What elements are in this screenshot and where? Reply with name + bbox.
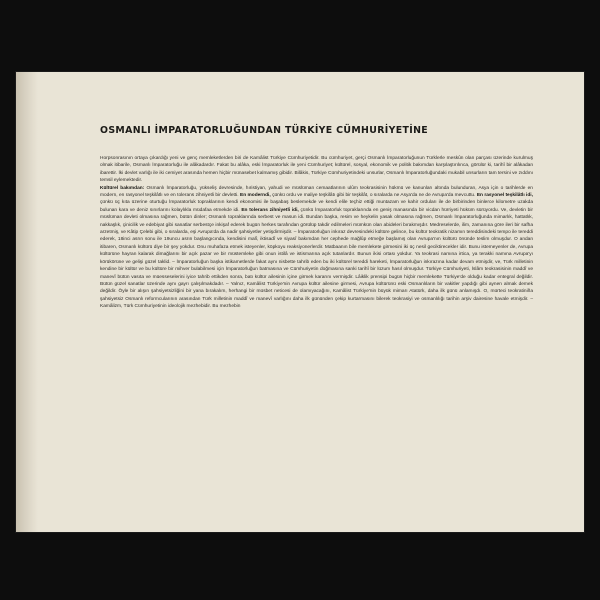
paragraph-text: çünkü İmparatorluk topraklarında en geniş manasında bir vicdan hürriyeti hüküm sürüyordu. Ve, devletin bir müslüman devleti olmasına rağmen, bütün dinler; Osmanlı topraklarında serbest ve masun idi. Bundan başka, resim ve heykelin yasak olmasına rağmen, Osmanlı İmparatorluğunda mimarlık, hattatlık, nakkaşlık, çinicilik ve edebiyat gibi sanatlar serbestçe inkişaf ederek bugün herkes tarafından görülüp takdir edilmeleri mümkün olan abideleri bırakmışdır. Medreselerde, ilim, zamanına göre ileri bir safha arzetmiş, ve Kâtip Çelebi gibi, o sıralarda, eşi Avrupa'da da nadir şahsiyetler yetişdirmişdir. – İmparatorluğun inkıraz devresindeki kültüre gelince, bu kültür teokratik nizamın tereddisindeki tempo ile tereddi ederek, 18inci asrın sonu ile 19uncu asrın başlangıcında, kendisini malî, iktisadî ve siyasî bakımdan her cephede mağlûp etmeğe başlamış olan Avrupa'nın kültürü önünde teslim olmuşdur. O andan itibaren, Osmanlı kültürü diye bir şey yokdur. Onu muhafaza etmek isteyenler, köpkoyu reaksiyonerlerdir. Matbaanın bile memlekete girmesini iki üç nesil geciktirecekler idir. Bunu istemeyenler de, Avrupa kültürüne hayran kalarak dimağlarını bir açık pazar ve bir müstemleke gibi onun istilâ ve istismarına açık tutanlardır. Bunun ikisi ortası yokdur. Ya teokrasi namına irtica, ya terakki namına Avrupa'yı körükörüne ve gelişi güzel taklid. – İmparatorluğun başka istikametlerde fakat aynı nisbette tahrib eden bu iki kültürel tereddi hareketi, İmparatorluğun inkırazına kadar devam etmişdir, ve, Türk milletinin kendine bir kültür ve bu kültüre bir mihver bulabilmesi için İmparatorluğun batmasına ve Cümhuriyetin doğmasına sanki tarihî bir lüzum hasıl olmuşdur. Türkiye Cümhuriyeti, İslâm teokrasisinin maddî ve manevî bütün vasıta ve müesseselerini iyice tahrib ettikden sonra, batı kültür ailesinin içine girmek kararını vermişdir. Lâiklik prensipi bugün hiçbir memlekette Türkiye'de olduğu kadar entegral değildir. Bütün güzel sanatlar üzerinde aynı gayrı çalışılmakdadır. – Yalnız, Kamâlist Türkiye'nin Avrupa kültür ailesine girmesi, Avrupa kültürünü eski Osmanlıların bir vakitler yapdığı gibi aynen almak demek değildir. Öyle bir alışın şahsiyetsizliğini bir yana bırakalım, herhangi bir müsbet neticesi de olamıyacağını, Kamâlist Türkiye'nin büyük mimarı Atatürk, daha ilk günü anlamışdı. O, mürteci teokratiniña şahsiyetsiz Osmanlı reformcularının arasından Türk milletinin maddî ve manevî varlığını daha ilk gününden çekip kurtarmasını bilerek teokrasiyi ve osmanlılığı tarihin arşiv dairesine havale etmişdir. – Kamâlizm, Türk Cümhuriyetinin ideolojik mezhebidir. Bu mezhebin: [100, 207, 533, 310]
body-text: [100, 155, 533, 311]
emphasis-rational: En rasyonel teşkilâtlı idi,: [476, 193, 533, 199]
emphasis-modern: En moderndi,: [240, 193, 271, 199]
page-gutter: [16, 72, 38, 532]
paragraph-cultural: [100, 185, 533, 311]
page-title: OSMANLI İMPARATORLUĞUNDAN TÜRKİYE CÜMHURİYETİNE: [100, 125, 429, 136]
emphasis-tolerance: En tolerans zihniyetli idi,: [241, 207, 299, 213]
paragraph-text: çünkü ordu ve maliye teşkilâtı gibi bir teşkilât, o sıralarda ne Asya'da ne de Avrupa'da mevcuttu.: [272, 193, 476, 199]
paragraph-lead-heading: Kültürel bakımdan:: [100, 185, 145, 191]
paragraph-intro: Horpsonrasının ortaya çıkardığı yeni ve genç memleketlerden biri de Kamâlist Türkiye Cümhuriyetidir. Bu cümhuriyet, gerçi Osmanlı İmparatorluğunun Türklerle meskûn olan parçası üzerinde kurulmuş olmak itibarile, Osmanlı İmparatorluğu ile alâkadardır. Fakat bu alâka, eski İmparatorluk ile yeni Cümhuriyet; kültürel, sosyal, ekonomik ve politik bakımdan karşılaştırılınca, görülür ki, tarihî bir alâkadan ibarettir. İki devlet varlığı ile iki cemiyet arasında hemen hiçbir münasebet kalmamış gibidir. Bilâkis, Türkiye Cümhuriyetindeki unsurlar, Osmanlı İmparatorluğundaki mukabil unsurların tam tersini ve zıddını temsil eylemektedir.: [100, 156, 533, 184]
paragraph-text: Osmanlı İmparatorluğu, yükseliş devresinde, hıristiyan, yahudi ve müslüman cemaatlarının ulûm teokrasisinin hükmü ve kanunları altında bulunduran, Asya için o tarihlerde en modern, en rasyonel teşkilâtlı ve en tolerans zihniyetli bir devletti.: [100, 185, 533, 199]
paragraph-text: çünkü üç kıta üzerine oturtuğu İmparatorluk topraklarının kendi ekonomisi ile başabaş beslemekde ve kendi elile teçhiz ettiği muntazam ve kahir orduları ile de birbirinden binlerce kilometre uzakda bulunan kara ve deniz sınırlarını kolaylıkla müdafaa etmekde idi.: [100, 200, 533, 213]
book-page: [16, 72, 584, 532]
